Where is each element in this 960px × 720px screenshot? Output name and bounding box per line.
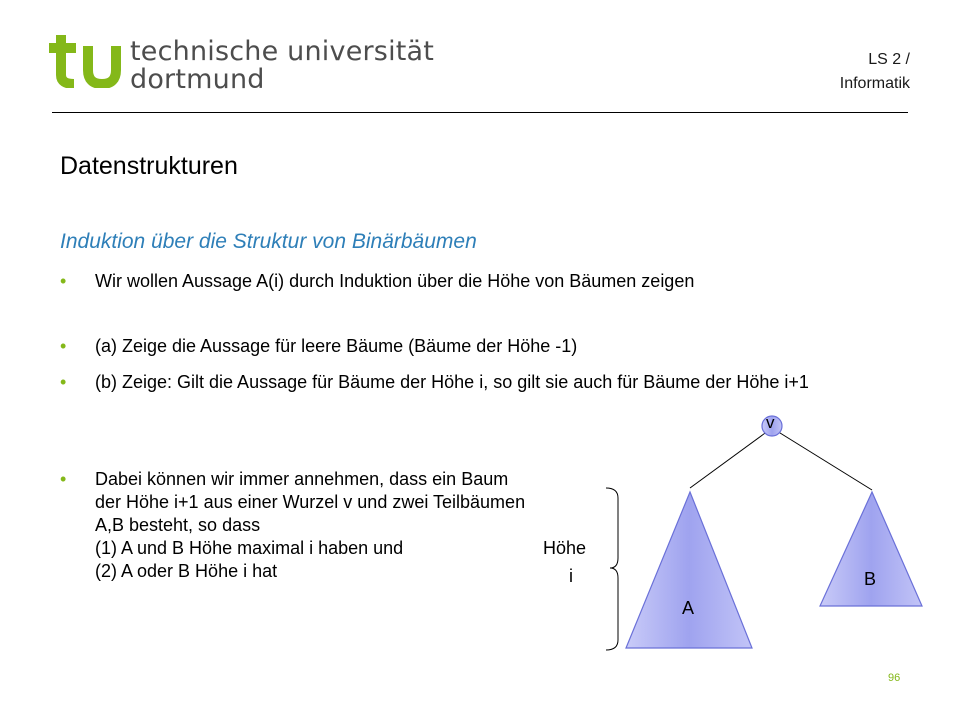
chair-line1: LS 2 / [868, 51, 910, 68]
edge-left [690, 428, 772, 488]
slide-title: Datenstrukturen [60, 152, 238, 180]
subtree-a-label: A [682, 598, 695, 618]
subtree-b-label: B [864, 569, 877, 589]
bullet-text: (b) Zeige: Gilt die Aussage für Bäume der Höhe i, so gilt sie auch für Bäume der Höhe i+1 [95, 372, 809, 392]
bullet-text: Dabei können wir immer annehmen, dass ein Baum der Höhe i+1 aus einer Wurzel v und zwei Teilbäumen A,B besteht, so dass (1) A und B Höhe maximal i haben und (2) A oder B Höhe i hat [95, 469, 526, 581]
bullet-icon: • [60, 372, 67, 392]
bullet-icon: • [60, 469, 67, 489]
bullet-icon: • [60, 336, 67, 356]
height-label-line2: i [569, 566, 573, 586]
bullet-text: Wir wollen Aussage A(i) durch Induktion über die Höhe von Bäumen zeigen [95, 271, 695, 291]
bullet-icon: • [60, 271, 67, 291]
university-name-line1: technische universität [130, 36, 435, 67]
edge-right [772, 428, 872, 490]
page-number: 96 [888, 672, 901, 684]
height-brace [606, 488, 618, 650]
subtree-a-triangle [626, 492, 752, 648]
slide-subtitle: Induktion über die Struktur von Binärbäumen [60, 230, 477, 253]
bullet-text: (a) Zeige die Aussage für leere Bäume (Bäume der Höhe -1) [95, 336, 578, 356]
root-label: v [766, 413, 775, 432]
chair-line2: Informatik [839, 75, 910, 92]
height-label-line1: Höhe [543, 538, 587, 558]
university-name-line2: dortmund [130, 64, 265, 95]
